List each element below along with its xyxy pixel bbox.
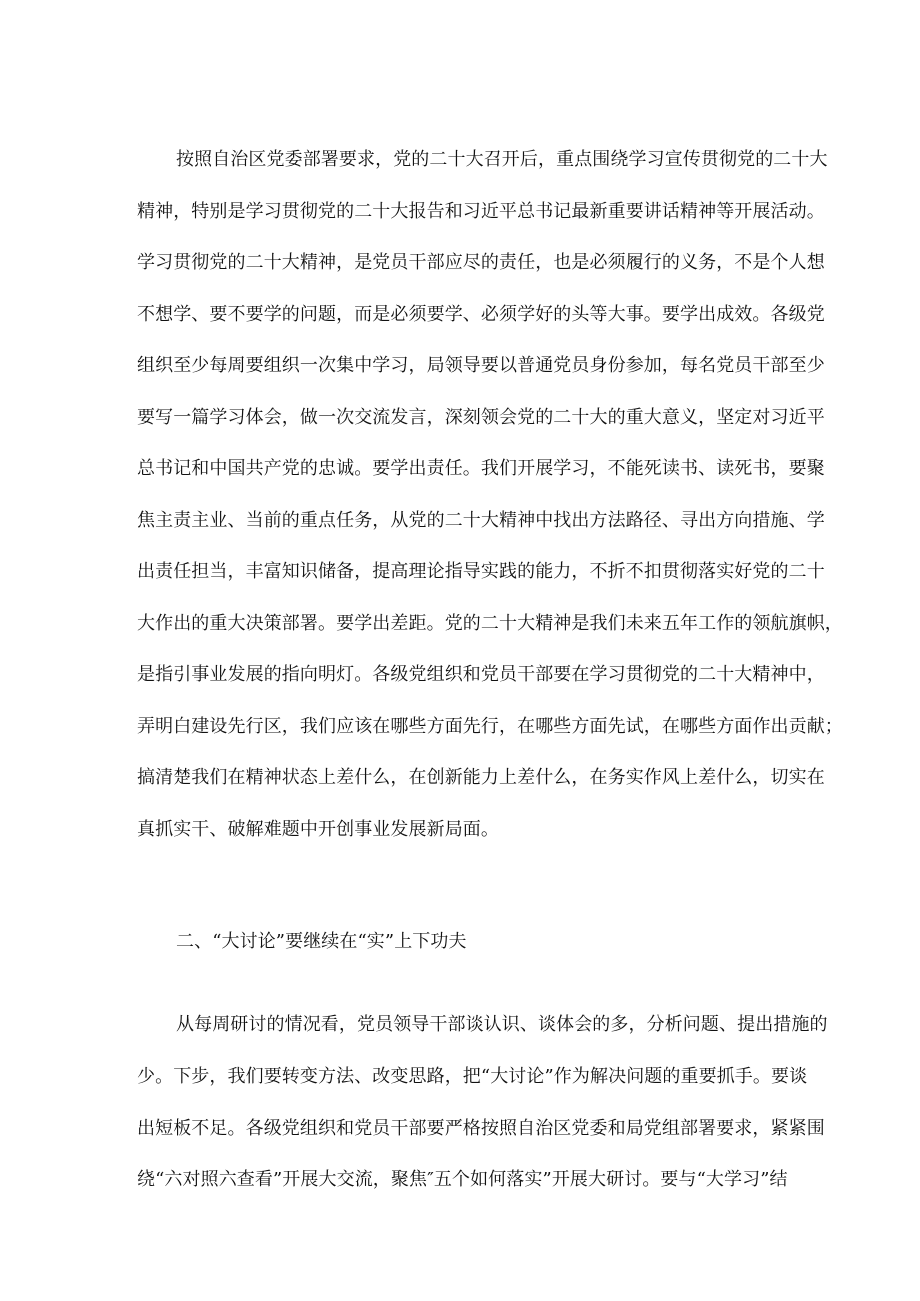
text-line: 按照自治区党委部署要求，党的二十大召开后，重点围绕学习宣传贯彻党的二十大 <box>176 149 828 170</box>
text-line: 组织至少每周要组织一次集中学习，局领导要以普通党员身份参加，每名党员干部至少 <box>137 355 825 376</box>
section-heading-2: 二、“大讨论”要继续在“实”上下功夫 <box>176 931 467 952</box>
text-line: 搞清楚我们在精神状态上差什么，在创新能力上差什么，在务实作风上差什么，切实在 <box>137 767 825 788</box>
text-line: 是指引事业发展的指向明灯。各级党组织和党员干部要在学习贯彻党的二十大精神中， <box>137 664 825 685</box>
text-line: 真抓实干、破解难题中开创事业发展新局面。 <box>137 818 499 840</box>
text-line: 总书记和中国共产党的忠诚。要学出责任。我们开展学习，不能死读书、读死书，要聚 <box>137 458 825 479</box>
text-line: 少。下步，我们要转变方法、改变思路，把“大讨论”作为解决问题的重要抓手。要谈 <box>137 1065 808 1087</box>
text-line: 要写一篇学习体会，做一次交流发言，深刻领会党的二十大的重大意义，坚定对习近平 <box>137 406 825 428</box>
text-line: 精神，特别是学习贯彻党的二十大报告和习近平总书记最新重要讲话精神等开展活动。 <box>137 200 825 222</box>
text-line: 出责任担当，丰富知识储备，提高理论指导实践的能力，不折不扣贯彻落实好党的二十 <box>137 561 825 582</box>
text-line: 大作出的重大决策部署。要学出差距。党的二十大精神是我们未来五年工作的领航旗帜， <box>137 612 843 634</box>
text-line: 出短板不足。各级党组织和党员干部要严格按照自治区党委和局党组部署要求，紧紧围 <box>137 1117 825 1139</box>
text-line: 学习贯彻党的二十大精神，是党员干部应尽的责任，也是必须履行的义务，不是个人想 <box>137 252 825 273</box>
text-line: 从每周研讨的情况看，党员领导干部谈认识、谈体会的多，分析问题、提出措施的 <box>176 1014 828 1035</box>
text-line: 绕“六对照六查看”开展大交流，聚焦″五个如何落实”开展大研讨。要与“大学习”结 <box>137 1169 788 1191</box>
text-line: 不想学、要不要学的问题，而是必须要学、必须学好的头等大事。要学出成效。各级党 <box>137 303 825 325</box>
text-line: 弄明白建设先行区，我们应该在哪些方面先行，在哪些方面先试，在哪些方面作出贡献； <box>137 715 843 737</box>
text-line: 焦主责主业、当前的重点任务，从党的二十大精神中找出方法路径、寻出方向措施、学 <box>137 509 825 531</box>
